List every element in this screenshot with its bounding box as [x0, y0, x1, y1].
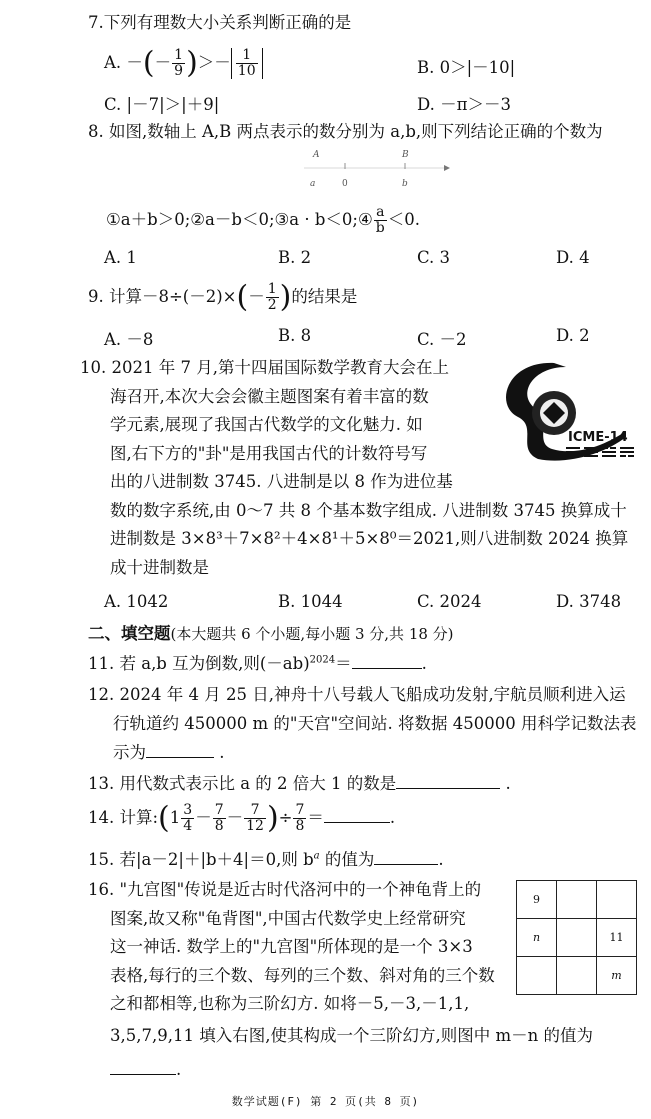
number-line-arrow [444, 165, 450, 171]
q13 [88, 770, 511, 794]
grid-cell: n [517, 919, 557, 957]
q8-option-a: A. 1 [104, 248, 137, 267]
q14-period: . [389, 808, 396, 827]
section-title: 二、填空题 [88, 624, 171, 643]
fraction [213, 803, 226, 834]
conditions-text: ①a＋b＞0;②a－b＜0;③a · b＜0;④ [106, 210, 373, 229]
denominator: 10 [237, 63, 256, 79]
q12-line: 行轨道约 450000 m 的"天宫"空间站. 将数据 450000 用科学记数法表 [113, 714, 637, 733]
grid-cell [557, 957, 597, 995]
grid-cell [557, 919, 597, 957]
q9-option-b: B. 8 [278, 326, 312, 345]
q10-line: 10. 2021 年 7 月,第十四届国际数学教育大会在上 [80, 358, 449, 377]
numerator: 7 [295, 802, 305, 818]
point-label-b-upper: B [402, 150, 409, 160]
left-paren: ( [142, 45, 155, 81]
q8-option-b: B. 2 [278, 248, 312, 267]
numerator: 1 [174, 47, 184, 63]
q8-option-d: D. 4 [556, 248, 590, 267]
q12-answer-blank[interactable] [146, 756, 214, 758]
left-paren: ( [236, 279, 249, 315]
point-label-a-upper: A [313, 150, 320, 160]
section-note: (本大题共 6 个小题,每小题 3 分,共 18 分) [170, 625, 454, 643]
q9-option-c: C. －2 [417, 330, 467, 349]
grid-cell: 11 [597, 919, 637, 957]
minus-sign: － [248, 287, 265, 306]
q16-line: 表格,每行的三个数、每列的三个数、斜对角的三个数 [110, 965, 495, 985]
q10-option-d: D. 3748 [556, 592, 622, 611]
q10-line: 进制数是 3×8³＋7×8²＋4×8¹＋5×8⁰＝2021,则八进制数 2024 换算 [110, 529, 629, 548]
q16-answer-blank[interactable] [110, 1073, 176, 1075]
denominator: 2 [267, 297, 277, 313]
q10-line: 成十进制数是 [110, 557, 209, 577]
denominator: 8 [295, 818, 305, 834]
q15-text: 15. 若|a－2|＋|b＋4|＝0,则 b [88, 850, 314, 869]
q8-stem: 8. 如图,数轴上 A,B 两点表示的数分别为 a,b,则下列结论正确的个数为 [88, 122, 603, 141]
numerator: 1 [236, 48, 258, 64]
fraction [172, 48, 185, 79]
q16-line: 3,5,7,9,11 填入右图,使其构成一个三阶幻方,则图中 m－n 的值为 [110, 1025, 593, 1045]
numerator: 1 [267, 281, 277, 297]
q15 [88, 846, 444, 870]
q10-option-c: C. 2024 [417, 592, 482, 611]
right-paren: ) [279, 279, 292, 315]
numerator: a [374, 205, 387, 221]
numerator: 3 [183, 802, 193, 818]
denominator: 8 [214, 818, 224, 834]
page-footer: 数学试题(F) 第 2 页(共 8 页) [231, 1095, 420, 1108]
conditions-tail: ＜0. [387, 210, 420, 229]
q9-option-a: A. －8 [104, 330, 154, 349]
minus-sign: － [226, 808, 244, 827]
denominator: 9 [174, 63, 184, 79]
q9-option-d: D. 2 [556, 326, 590, 345]
right-paren: ) [266, 800, 279, 836]
value-label-zero: 0 [342, 179, 348, 189]
q10-line: 学元素,展现了我国古代数学的文化魅力. 如 [110, 415, 423, 434]
q12-period: . [219, 743, 225, 762]
section-two-heading [88, 620, 454, 644]
q11-equals: ＝ [335, 654, 352, 673]
q12 [88, 680, 637, 767]
q15-period: . [438, 850, 444, 869]
fraction [244, 803, 266, 834]
denominator: b [375, 220, 385, 236]
q7-option-d: D. －π＞－3 [417, 95, 511, 114]
option-label: A. [104, 53, 122, 72]
equals-sign: ＝ [307, 808, 324, 827]
q15-answer-blank[interactable] [374, 863, 438, 865]
q7-option-a [104, 45, 263, 81]
q12-line [88, 738, 637, 767]
q10-line: 海召开,本次大会会徽主题图案有着丰富的数 [110, 386, 429, 406]
stem-text: 9. 计算－8÷(－2)× [88, 287, 237, 306]
q14-answer-blank[interactable] [324, 821, 390, 823]
q11-text: 11. 若 a,b 互为倒数,则(－ab) [88, 654, 310, 673]
q11-period: . [421, 654, 427, 673]
denominator: 4 [183, 818, 193, 834]
logo-text: ICME-14 [568, 430, 628, 445]
minus-sign: － [195, 808, 212, 827]
grid-cell [557, 881, 597, 919]
magic-square-grid [516, 880, 637, 995]
q10-line: 数的数字系统,由 0～7 共 8 个基本数字组成. 八进制数 3745 换算成十 [110, 500, 627, 520]
numerator: 7 [214, 802, 224, 818]
q11-answer-blank[interactable] [352, 667, 422, 669]
mixed-whole: 1 [169, 808, 181, 827]
q10-line: 出的八进制数 3745. 八进制是以 8 作为进位基 [110, 472, 453, 491]
q15-text-tail: 的值为 [319, 850, 375, 869]
q16-line: 图案,故又称"龟背图",中国古代数学史上经常研究 [110, 908, 466, 928]
q16-line: 16. "九宫图"传说是近古时代洛河中的一个神龟背上的 [88, 880, 482, 899]
grid-cell: 9 [517, 881, 557, 919]
q16-line: 这一神话. 数学上的"九宫图"所体现的是一个 3×3 [110, 937, 473, 956]
q8-option-c: C. 3 [417, 248, 451, 267]
denominator: 12 [246, 818, 264, 834]
absolute-value [231, 48, 263, 79]
value-label-a: a [310, 179, 316, 189]
q14 [88, 800, 396, 836]
minus-sign: － [126, 53, 143, 72]
q9-stem [88, 279, 358, 315]
q8-conditions [106, 205, 420, 236]
fraction [266, 282, 279, 313]
fraction [293, 803, 306, 834]
q14-text: 14. 计算: [88, 808, 159, 827]
minus-sign: － [154, 53, 172, 72]
q13-answer-blank[interactable] [396, 787, 500, 789]
q16-line: 之和都相等,也称为三阶幻方. 如将－5,－3,－1,1, [110, 994, 470, 1013]
q13-period: . [505, 774, 511, 793]
value-label-b: b [402, 179, 408, 189]
q10-option-a: A. 1042 [104, 592, 169, 611]
q7-option-c: C. |－7|＞|＋9| [104, 95, 220, 114]
q12-line: 12. 2024 年 4 月 25 日,神舟十八号载人飞船成功发射,宇航员顺利进入运 [88, 685, 626, 704]
grid-cell: m [597, 957, 637, 995]
q10-line: 图,右下方的"卦"是用我国古代的计数符号写 [110, 443, 428, 463]
left-paren: ( [158, 800, 170, 836]
right-paren: ) [186, 45, 198, 81]
number-line [304, 148, 454, 190]
divide-sign: ÷ [278, 808, 293, 827]
q11 [88, 650, 427, 674]
q7-stem: 7.下列有理数大小关系判断正确的是 [88, 13, 352, 32]
fraction [236, 48, 258, 79]
icme-logo [476, 357, 636, 465]
q16-period: . [176, 1060, 182, 1079]
q16-line [88, 1056, 593, 1085]
fraction [181, 803, 194, 834]
q10-option-b: B. 1044 [278, 592, 343, 611]
q15-exponent: a [313, 850, 320, 862]
q11-exponent: 2024 [309, 654, 336, 666]
q12-text: 示为 [113, 743, 146, 762]
fraction [374, 205, 387, 236]
numerator: 7 [244, 803, 266, 819]
stem-tail: 的结果是 [291, 287, 358, 306]
q13-text: 13. 用代数式表示比 a 的 2 倍大 1 的数是 [88, 774, 397, 793]
q7-option-b: B. 0＞|－10| [417, 58, 516, 77]
grid-cell [517, 957, 557, 995]
comparison: ＞－ [197, 53, 231, 72]
grid-cell [597, 881, 637, 919]
